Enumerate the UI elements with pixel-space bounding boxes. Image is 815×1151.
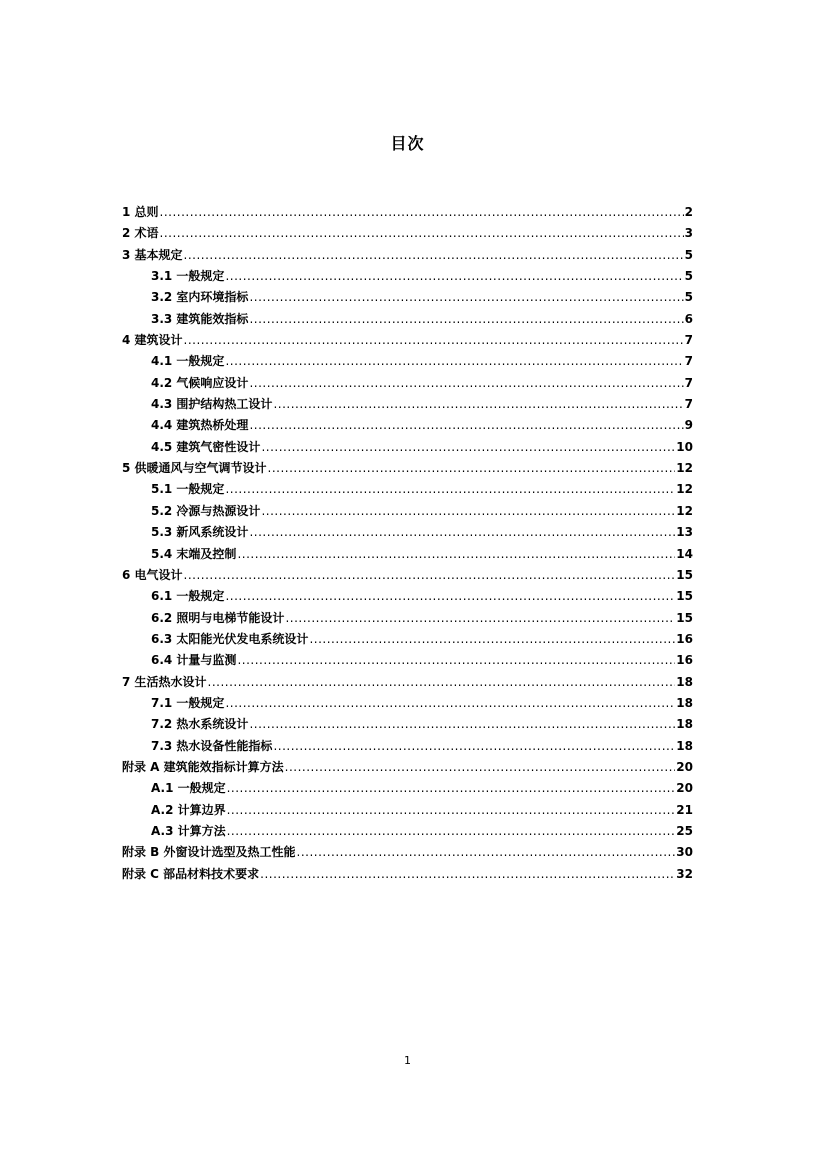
toc-entry[interactable] xyxy=(122,223,693,244)
toc-dot-leader xyxy=(261,437,675,458)
toc-entry[interactable] xyxy=(122,693,693,714)
toc-entry-label: 4.4 建筑热桥处理 xyxy=(151,418,249,433)
toc-dot-leader xyxy=(225,351,683,372)
toc-entry-label: 2 术语 xyxy=(122,226,159,241)
toc-entry-page: 32 xyxy=(676,866,693,881)
toc-entry[interactable] xyxy=(122,522,693,543)
toc-entry-label: 4.5 建筑气密性设计 xyxy=(151,439,261,454)
toc-entry-label: 附录 A 建筑能效指标计算方法 xyxy=(122,759,284,774)
toc-dot-leader xyxy=(227,778,676,799)
toc-entry-page: 20 xyxy=(676,781,693,796)
toc-entry[interactable] xyxy=(122,757,693,778)
toc-entry-label: A.2 计算边界 xyxy=(151,802,226,817)
toc-entry[interactable] xyxy=(122,309,693,330)
toc-entry-label: 4.2 气候响应设计 xyxy=(151,375,249,390)
toc-dot-leader xyxy=(227,800,676,821)
toc-dot-leader xyxy=(249,714,675,735)
toc-entry-label: 6.4 计量与监测 xyxy=(151,653,237,668)
toc-entry-page: 7 xyxy=(684,397,693,412)
toc-entry-page: 15 xyxy=(676,567,693,582)
toc-entry-label: 3 基本规定 xyxy=(122,247,183,262)
toc-entry[interactable] xyxy=(122,415,693,436)
toc-dot-leader xyxy=(249,522,675,543)
toc-dot-leader xyxy=(225,693,675,714)
toc-entry-page: 10 xyxy=(676,439,693,454)
toc-entry-page: 6 xyxy=(684,311,693,326)
toc-dot-leader xyxy=(184,245,684,266)
toc-entry-label: 5.2 冷源与热源设计 xyxy=(151,503,261,518)
toc-entry[interactable] xyxy=(122,544,693,565)
toc-entry[interactable] xyxy=(122,629,693,650)
toc-entry[interactable] xyxy=(122,351,693,372)
toc-entry-page: 7 xyxy=(684,375,693,390)
toc-dot-leader xyxy=(273,394,683,415)
toc-entry-page: 16 xyxy=(676,631,693,646)
toc-dot-leader xyxy=(225,586,675,607)
toc-dot-leader xyxy=(225,266,683,287)
toc-entry-page: 2 xyxy=(684,205,693,219)
toc-entry-page: 12 xyxy=(676,461,693,476)
toc-entry[interactable] xyxy=(122,714,693,735)
toc-entry-page: 18 xyxy=(676,717,693,732)
toc-entry-label: 5.3 新风系统设计 xyxy=(151,525,249,540)
toc-dot-leader xyxy=(227,821,676,842)
toc-dot-leader xyxy=(249,415,683,436)
toc-entry-page: 5 xyxy=(684,269,693,284)
toc-entry-label: 附录 C 部品材料技术要求 xyxy=(122,866,260,881)
toc-entry[interactable] xyxy=(122,394,693,415)
toc-entry[interactable] xyxy=(122,330,693,351)
toc-entry-label: 4.1 一般规定 xyxy=(151,354,225,369)
toc-dot-leader xyxy=(249,309,683,330)
toc-entry[interactable] xyxy=(122,373,693,394)
toc-dot-leader xyxy=(297,842,676,863)
toc-dot-leader xyxy=(249,287,683,308)
toc-entry-label: A.1 一般规定 xyxy=(151,781,226,796)
toc-entry[interactable] xyxy=(122,778,693,799)
toc-entry-page: 16 xyxy=(676,653,693,668)
toc-entry[interactable] xyxy=(122,266,693,287)
toc-entry[interactable] xyxy=(122,842,693,863)
toc-entry-page: 14 xyxy=(676,546,693,561)
toc-entry-label: 5.4 末端及控制 xyxy=(151,546,237,561)
toc-dot-leader xyxy=(285,608,675,629)
toc-dot-leader xyxy=(309,629,675,650)
toc-entry-label: 7.3 热水设备性能指标 xyxy=(151,738,273,753)
toc-dot-leader xyxy=(249,373,683,394)
toc-entry-label: 4.3 围护结构热工设计 xyxy=(151,397,273,412)
toc-entry[interactable] xyxy=(122,586,693,607)
toc-entry[interactable] xyxy=(122,501,693,522)
toc-entry-page: 9 xyxy=(684,418,693,433)
toc-dot-leader xyxy=(273,736,675,757)
toc-dot-leader xyxy=(160,223,684,244)
toc-entry-label: 3.1 一般规定 xyxy=(151,269,225,284)
toc-dot-leader xyxy=(237,544,675,565)
toc-dot-leader xyxy=(260,864,675,885)
toc-dot-leader xyxy=(268,458,676,479)
toc-dot-leader xyxy=(184,330,684,351)
toc-entry-page: 7 xyxy=(684,354,693,369)
toc-entry[interactable] xyxy=(122,864,693,885)
toc-entry-page: 12 xyxy=(676,503,693,518)
toc-entry-page: 18 xyxy=(676,695,693,710)
toc-entry-page: 18 xyxy=(676,674,693,689)
toc-entry[interactable] xyxy=(122,650,693,671)
toc-dot-leader xyxy=(225,479,675,500)
toc-entry[interactable] xyxy=(122,565,693,586)
toc-entry[interactable] xyxy=(122,479,693,500)
toc-entry-page: 20 xyxy=(676,759,693,774)
toc-entry-label: 6.2 照明与电梯节能设计 xyxy=(151,610,285,625)
toc-entry-page: 13 xyxy=(676,525,693,540)
toc-entry[interactable] xyxy=(122,437,693,458)
toc-dot-leader xyxy=(261,501,675,522)
toc-entry-label: A.3 计算方法 xyxy=(151,823,226,838)
toc-entry-page: 12 xyxy=(676,482,693,497)
toc-entry-page: 5 xyxy=(684,290,693,305)
toc-entry-label: 6.3 太阳能光伏发电系统设计 xyxy=(151,631,309,646)
toc-entry[interactable] xyxy=(122,458,693,479)
toc-entry[interactable] xyxy=(122,736,693,757)
toc-entry-label: 4 建筑设计 xyxy=(122,333,183,348)
toc-entry-page: 21 xyxy=(676,802,693,817)
toc-entry-page: 5 xyxy=(684,247,693,262)
toc-entry-page: 30 xyxy=(676,845,693,860)
toc-entry-label: 5.1 一般规定 xyxy=(151,482,225,497)
toc-entry-label: 7.2 热水系统设计 xyxy=(151,717,249,732)
toc-entry-page: 25 xyxy=(676,823,693,838)
toc-entry[interactable] xyxy=(122,672,693,693)
toc-dot-leader xyxy=(237,650,675,671)
toc-entry-label: 7.1 一般规定 xyxy=(151,695,225,710)
toc-entry[interactable] xyxy=(122,821,693,842)
toc-entry-page: 7 xyxy=(684,333,693,348)
toc-entry-label: 7 生活热水设计 xyxy=(122,674,207,689)
toc-entry-label: 附录 B 外窗设计选型及热工性能 xyxy=(122,845,296,860)
toc-entry-label: 3.2 室内环境指标 xyxy=(151,290,249,305)
toc-entry-label: 6.1 一般规定 xyxy=(151,589,225,604)
toc-entry-page: 15 xyxy=(676,589,693,604)
toc-dot-leader xyxy=(160,202,684,223)
toc-entry[interactable] xyxy=(122,608,693,629)
toc-entry-label: 5 供暖通风与空气调节设计 xyxy=(122,461,267,476)
toc-entry[interactable] xyxy=(122,287,693,308)
toc-entry-page: 15 xyxy=(676,610,693,625)
table-of-contents xyxy=(122,202,693,885)
toc-dot-leader xyxy=(208,672,676,693)
toc-entry-label: 3.3 建筑能效指标 xyxy=(151,311,249,326)
toc-entry[interactable] xyxy=(122,202,693,223)
toc-dot-leader xyxy=(285,757,676,778)
toc-entry-label: 6 电气设计 xyxy=(122,567,183,582)
toc-dot-leader xyxy=(184,565,676,586)
toc-entry-label: 1 总则 xyxy=(122,205,159,219)
page-number: 1 xyxy=(404,1054,411,1067)
toc-entry-page: 3 xyxy=(684,226,693,241)
page-title: 目次 xyxy=(390,134,425,153)
toc-entry-page: 18 xyxy=(676,738,693,753)
toc-entry[interactable] xyxy=(122,245,693,266)
toc-entry[interactable] xyxy=(122,800,693,821)
